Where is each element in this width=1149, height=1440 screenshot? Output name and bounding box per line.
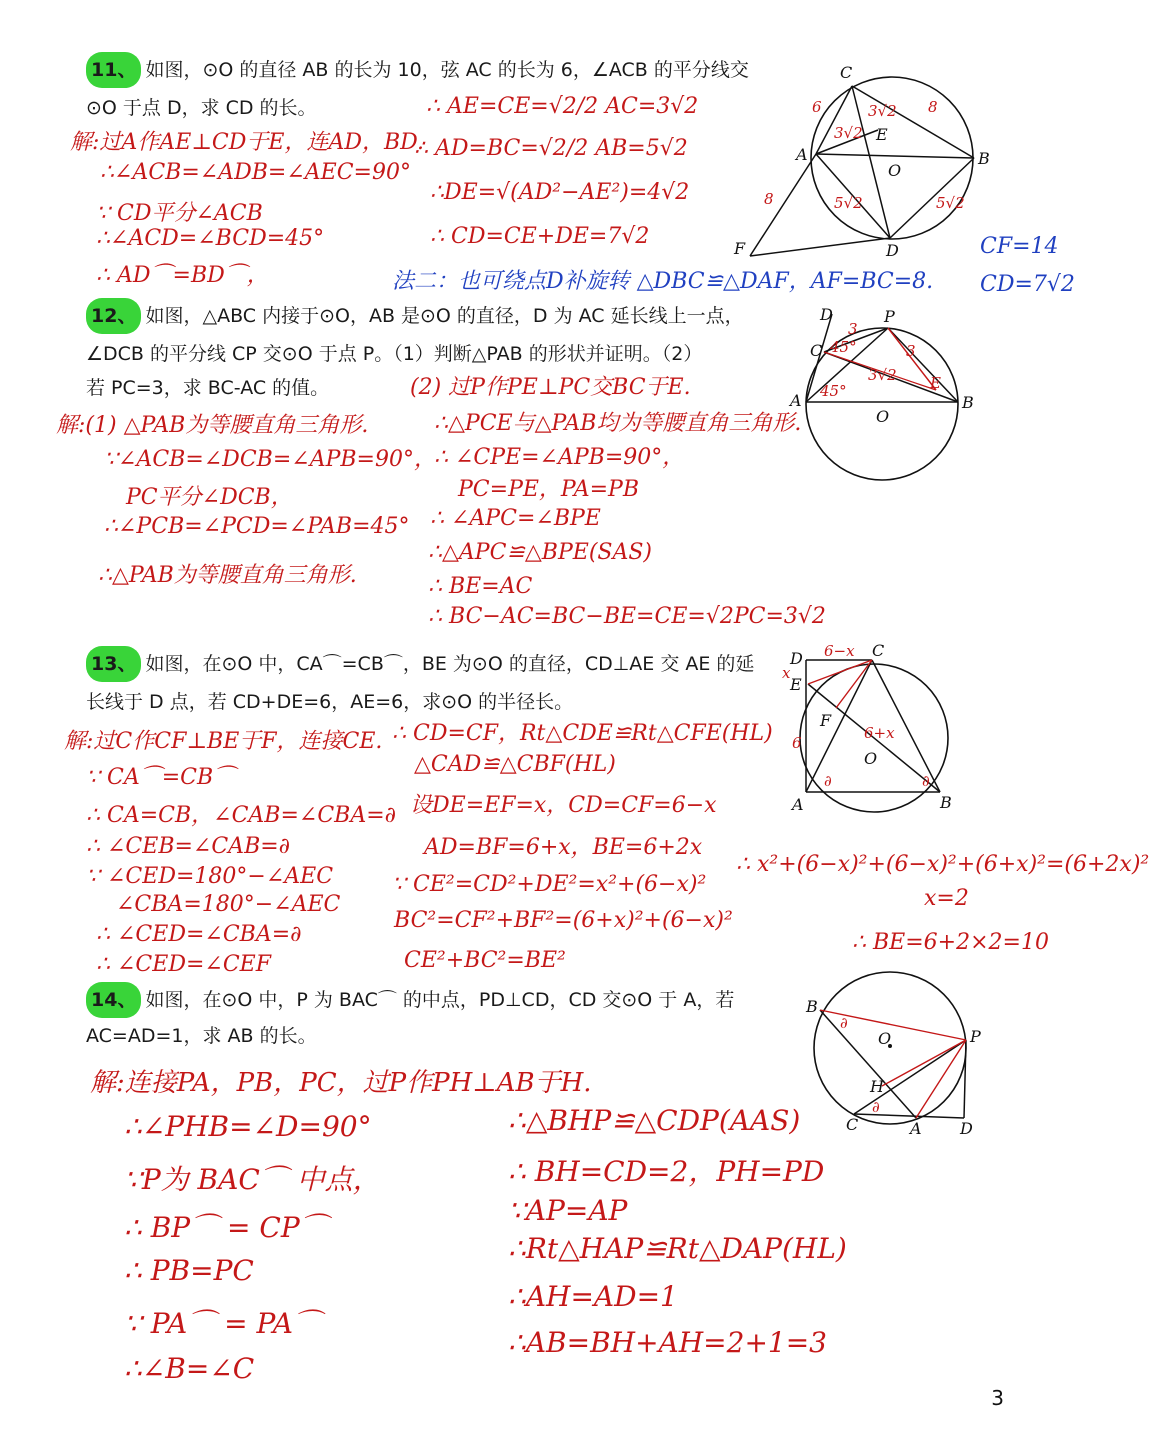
q13-label-o: O	[864, 749, 878, 768]
q12-len-pe: 3	[906, 342, 916, 360]
q13-sol-left-4: ∵ ∠CED=180°−∠AEC	[86, 864, 334, 889]
q13-label-d: D	[790, 649, 803, 668]
q14-label-a: A	[910, 1119, 922, 1138]
q11-len-bc: 8	[928, 98, 938, 116]
q11-label-o: O	[888, 161, 902, 180]
q13-sol-right-0: ∴ x²+(6−x)²+(6−x)²+(6+x)²=(6+2x)²	[736, 852, 1149, 877]
q14-sol-head: 解:连接PA，PB，PC，过P作PH⊥AB于H.	[90, 1068, 592, 1098]
q14-sol-left-1: ∵P为 BAC⌒ 中点，	[124, 1163, 381, 1196]
q12-len-pc: 3	[848, 320, 858, 338]
q11-len-ad: 5√2	[834, 194, 863, 212]
q13-angle-a: ∂	[824, 772, 832, 790]
q12-sol-left-4: ∴△PAB为等腰直角三角形.	[98, 563, 357, 588]
q13-label-c: C	[872, 641, 885, 660]
q13-sol-right-1: x=2	[924, 886, 969, 911]
q12-angle-pcd: 45°	[830, 338, 857, 356]
q13-sol-mid-2: 设DE=EF=x，CD=CF=6−x	[410, 793, 717, 818]
q13-sol-mid-1: △CAD≌△CBF(HL)	[414, 752, 616, 777]
q11-side-note-cf: CF=14	[980, 234, 1059, 259]
q11-method2: 法二：也可绕点D补旋转 △DBC≌△DAF，AF=BC=8.	[392, 269, 934, 294]
q11-sol-right-3: ∴ CD=CE+DE=7√2	[430, 224, 650, 249]
q12-sol-left-3: ∴∠PCB=∠PCD=∠PAB=45°	[104, 514, 410, 539]
q14-line2: AC=AD=1，求 AB 的长。	[86, 1025, 317, 1047]
q12-sol-right-5: ∴△APC≌△BPE(SAS)	[428, 540, 653, 565]
q13-label-f: F	[820, 711, 832, 730]
q13-sol-mid-6: CE²+BC²=BE²	[404, 948, 566, 973]
q14-line1: 14、 如图，在⊙O 中，P 为 BAC⌒ 的中点，PD⊥CD，CD 交⊙O 于 A，若	[86, 982, 734, 1018]
q13-sol-left-6: ∴ ∠CED=∠CBA=∂	[96, 922, 302, 947]
q13-label-a: A	[792, 795, 804, 814]
q12-sol-right-4: ∴ ∠APC=∠BPE	[430, 506, 601, 531]
q12-label-d: D	[820, 305, 833, 324]
q11-len-ae: 3√2	[834, 124, 863, 142]
q11-side-note-cd: CD=7√2	[980, 272, 1075, 297]
q11-line1: 11、 如图，⊙O 的直径 AB 的长为 10，弦 AC 的长为 6，∠ACB 的平分线交	[86, 52, 749, 88]
q13-line1: 13、 如图，在⊙O 中，CA⌒=CB⌒，BE 为⊙O 的直径，CD⊥AE 交 AE 的延	[86, 646, 754, 682]
q13-sol-left-0: 解:过C作CF⊥BE于F，连接CE.	[64, 729, 383, 754]
q13-number-badge: 13、	[86, 646, 141, 682]
q14-sol-left-4: ∵ PA⌒ = PA⌒	[124, 1307, 321, 1340]
q14-label-o: O	[878, 1029, 892, 1048]
q13-angle-b: ∂	[922, 772, 930, 790]
q13-label-e: E	[790, 675, 802, 694]
q13-len-bf: 6+x	[864, 724, 895, 742]
q13-sol-mid-3: AD=BF=6+x，BE=6+2x	[424, 835, 703, 860]
q11-len-bd: 5√2	[936, 194, 965, 212]
q13-figure	[780, 642, 980, 822]
q12-line3: 若 PC=3，求 BC-AC 的值。	[86, 377, 330, 399]
q11-sol-left-1: ∴∠ACB=∠ADB=∠AEC=90°	[100, 160, 411, 185]
q14-label-c: C	[846, 1115, 859, 1134]
q14-angle-c: ∂	[872, 1098, 880, 1116]
q12-label-p: P	[884, 307, 895, 326]
q12-label-e: E	[930, 374, 941, 392]
q14-label-h: H	[870, 1077, 884, 1096]
q12-sol-left-1: ∵∠ACB=∠DCB=∠APB=90°，	[104, 447, 436, 472]
q12-sol-right-2: ∴ ∠CPE=∠APB=90°，	[434, 445, 685, 470]
q11-label-b: B	[978, 149, 990, 168]
q12-label-o: O	[876, 407, 890, 426]
q13-sol-left-2: ∴ CA=CB，∠CAB=∠CBA=∂	[86, 803, 397, 828]
q13-len-de: x	[782, 664, 791, 682]
q11-sol-right-1: ∴ AD=BC=√2/2 AB=5√2	[414, 136, 688, 161]
q11-label-c: C	[840, 63, 853, 82]
q11-sol-left-4: ∴ AD⌒=BD⌒，	[96, 263, 269, 288]
q14-sol-left-3: ∴ PB=PC	[124, 1254, 254, 1287]
q12-angle-pab: 45°	[820, 382, 847, 400]
q11-label-d: D	[886, 241, 899, 260]
q13-len-ae: 6	[792, 734, 802, 752]
q12-label-a: A	[790, 391, 802, 410]
q12-sol-left-2: PC平分∠DCB，	[126, 485, 293, 510]
q11-line2: ⊙O 于点 D，求 CD 的长。	[86, 97, 317, 119]
q12-len-ce: 3√2	[868, 366, 897, 384]
q11-sol-left-0: 解:过A作AE⊥CD于E，连AD，BD.	[70, 130, 425, 155]
q11-sol-left-2: ∵ CD平分∠ACB	[96, 201, 263, 226]
q11-sol-left-3: ∴∠ACD=∠BCD=45°	[96, 226, 325, 251]
q13-sol-mid-4: ∵ CE²=CD²+DE²=x²+(6−x)²	[392, 872, 707, 897]
q14-label-p: P	[970, 1027, 981, 1046]
q13-sol-mid-0: ∴ CD=CF，Rt△CDE≌Rt△CFE(HL)	[392, 721, 773, 746]
q13-sol-left-5: ∠CBA=180°−∠AEC	[116, 892, 341, 917]
q11-label-a: A	[796, 145, 808, 164]
q14-sol-right-2: ∵AP=AP	[508, 1194, 628, 1227]
q12-line2: ∠DCB 的平分线 CP 交⊙O 于点 P。（1）判断△PAB 的形状并证明。（2）	[86, 343, 703, 365]
q14-figure	[800, 966, 990, 1146]
q12-label-c: C	[810, 341, 823, 360]
q11-len-ce: 3√2	[868, 102, 897, 120]
q14-sol-left-2: ∴ BP⌒ = CP⌒	[124, 1211, 328, 1244]
q11-sol-right-0: ∴ AE=CE=√2/2 AC=3√2	[426, 94, 699, 119]
q11-label-e: E	[876, 125, 888, 144]
q12-label-b: B	[962, 393, 974, 412]
q14-label-b: B	[806, 997, 818, 1016]
q13-sol-mid-5: BC²=CF²+BF²=(6+x)²+(6−x)²	[394, 908, 733, 933]
page-number: 3	[991, 1386, 1004, 1410]
q13-line2: 长线于 D 点，若 CD+DE=6，AE=6，求⊙O 的半径长。	[86, 691, 574, 713]
q12-sol-right-0: (2) 过P作PE⊥PC交BC于E.	[410, 375, 691, 400]
q11-sol-right-2: ∴DE=√(AD²−AE²)=4√2	[430, 180, 690, 205]
q11-number-badge: 11、	[86, 52, 141, 88]
q11-len-af: 8	[764, 190, 774, 208]
q11-label-f: F	[734, 239, 746, 258]
q13-len-cd: 6−x	[824, 642, 855, 660]
q12-sol-left-0: 解:(1) △PAB为等腰直角三角形.	[56, 413, 369, 438]
q13-sol-left-7: ∴ ∠CED=∠CEF	[96, 952, 271, 977]
q14-number-badge: 14、	[86, 982, 141, 1018]
q12-line1: 12、 如图，△ABC 内接于⊙O，AB 是⊙O 的直径，D 为 AC 延长线上一点，	[86, 298, 744, 334]
q11-figure	[730, 58, 990, 268]
q11-len-ac: 6	[812, 98, 822, 116]
q12-figure	[788, 300, 988, 480]
q14-sol-right-1: ∴ BH=CD=2，PH=PD	[508, 1155, 825, 1188]
q12-sol-right-3: PC=PE，PA=PB	[458, 477, 640, 502]
q14-label-d: D	[960, 1119, 973, 1138]
q12-sol-right-1: ∴△PCE与△PAB均为等腰直角三角形.	[434, 411, 802, 436]
q13-sol-left-1: ∵ CA⌒=CB⌒	[86, 765, 236, 790]
q12-number-badge: 12、	[86, 298, 141, 334]
q13-sol-left-3: ∴ ∠CEB=∠CAB=∂	[86, 834, 291, 859]
q14-sol-right-5: ∴AB=BH+AH=2+1=3	[508, 1326, 827, 1359]
q14-sol-left-5: ∴∠B=∠C	[124, 1352, 255, 1385]
q14-angle-b: ∂	[840, 1014, 848, 1032]
q12-sol-right-6: ∴ BE=AC	[428, 574, 533, 599]
q14-sol-right-4: ∴AH=AD=1	[508, 1280, 678, 1313]
q13-label-b: B	[940, 793, 952, 812]
q14-sol-right-3: ∴Rt△HAP≌Rt△DAP(HL)	[508, 1232, 847, 1265]
q12-sol-right-7: ∴ BC−AC=BC−BE=CE=√2PC=3√2	[428, 604, 826, 629]
q14-sol-right-0: ∴△BHP≌△CDP(AAS)	[508, 1104, 801, 1137]
q14-sol-left-0: ∴∠PHB=∠D=90°	[124, 1110, 372, 1143]
q13-sol-right-2: ∴ BE=6+2×2=10	[852, 930, 1049, 955]
